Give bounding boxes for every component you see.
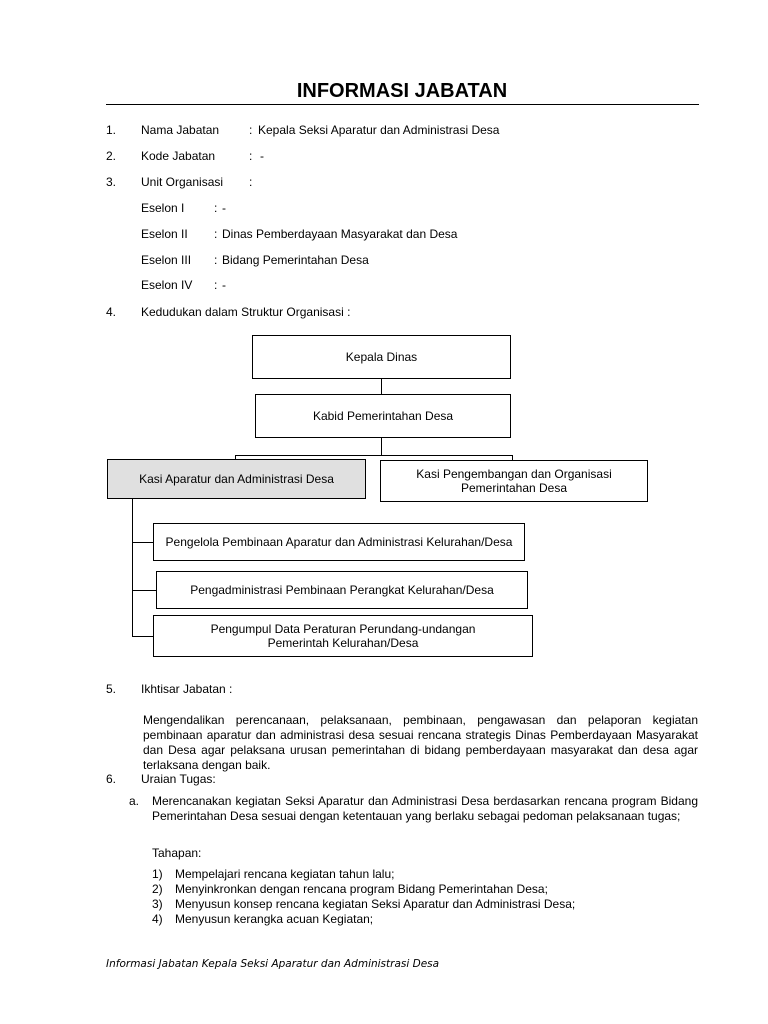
eselon-separator: : [214,253,218,267]
uraian-item-a: Merencanakan kegiatan Seksi Aparatur dan Administrasi Desa berdasarkan rencana program Bidang Pemerintahan Desa sesuai dengan ketentauan yang berlaku sebagai pedoman pelaksanaan tugas; [152,794,698,823]
section-label: Ikhtisar Jabatan : [141,682,233,696]
eselon-label: Eselon I [141,201,185,215]
org-box-pengadministrasi: Pengadministrasi Pembinaan Perangkat Kelurahan/Desa [156,571,528,609]
eselon-label: Eselon IV [141,278,193,292]
list-item [152,897,575,912]
org-connector [132,590,156,591]
org-connector [132,542,153,543]
list-item [152,867,575,882]
eselon-value: Bidang Pemerintahan Desa [222,253,369,267]
section-number: 6. [106,772,117,786]
section-label: Uraian Tugas: [141,772,216,786]
list-text: Menyinkronkan dengan rencana program Bidang Pemerintahan Desa; [175,882,548,896]
list-number: 1) [152,867,163,881]
field-label: Unit Organisasi [141,175,224,189]
item-letter: a. [129,794,140,808]
field-number: 1. [106,123,117,137]
org-connector [381,438,382,455]
eselon-value: - [222,278,226,292]
eselon-label: Eselon II [141,227,188,241]
section-number: 5. [106,682,117,696]
field-separator: : [249,175,253,189]
field-number: 3. [106,175,117,189]
eselon-separator: : [214,227,218,241]
title-underline [106,104,699,105]
list-text: Menyusun konsep rencana kegiatan Seksi Aparatur dan Administrasi Desa; [175,897,576,911]
field-label: Kode Jabatan [141,149,216,163]
page-footer: Informasi Jabatan Kepala Seksi Aparatur dan Administrasi Desa [106,958,440,970]
field-separator: : [249,123,253,137]
org-connector [132,636,153,637]
eselon-separator: : [214,201,218,215]
org-box-kepala-dinas: Kepala Dinas [252,335,511,379]
field-value: - [260,149,264,163]
field-number: 2. [106,149,117,163]
org-box-pengelola: Pengelola Pembinaan Aparatur dan Administrasi Kelurahan/Desa [153,523,525,561]
field-separator: : [249,149,253,163]
list-item [152,912,575,927]
eselon-value: Dinas Pemberdayaan Masyarakat dan Desa [222,227,458,241]
list-text: Menyusun kerangka acuan Kegiatan; [175,912,374,926]
eselon-value: - [222,201,226,215]
org-box-kasi-pengembangan: Kasi Pengembangan dan Organisasi Pemerintahan Desa [380,460,648,502]
org-connector [381,379,382,394]
tahapan-label: Tahapan: [152,846,202,860]
list-number: 2) [152,882,163,896]
list-number: 4) [152,912,163,926]
eselon-separator: : [214,278,218,292]
list-text: Mempelajari rencana kegiatan tahun lalu; [175,867,395,881]
section-label: Kedudukan dalam Struktur Organisasi : [141,305,351,319]
document-title: INFORMASI JABATAN [296,80,508,102]
list-number: 3) [152,897,163,911]
ikhtisar-paragraph: Mengendalikan perencanaan, pelaksanaan, pembinaan, pengawasan dan pelaporan kegiatan pembinaan aparatur dan administrasi desa sesuai rencana strategis Dinas Pemberdayaan Masyarakat dan Desa agar pelaksana urusan pemerintahan di bidang pemberdayaan masyarakat dan desa agar terlaksana dengan baik. [143,713,698,772]
section-number: 4. [106,305,117,319]
field-value: Kepala Seksi Aparatur dan Administrasi Desa [258,123,500,137]
org-box-kasi-aparatur: Kasi Aparatur dan Administrasi Desa [107,459,366,499]
eselon-label: Eselon III [141,253,192,267]
list-item [152,882,575,897]
org-connector [235,455,513,456]
org-box-pengumpul: Pengumpul Data Peraturan Perundang-undangan Pemerintah Kelurahan/Desa [153,615,533,657]
org-box-kabid: Kabid Pemerintahan Desa [255,394,511,438]
field-label: Nama Jabatan [141,123,220,137]
tahapan-list [152,867,575,927]
org-connector [132,499,133,637]
